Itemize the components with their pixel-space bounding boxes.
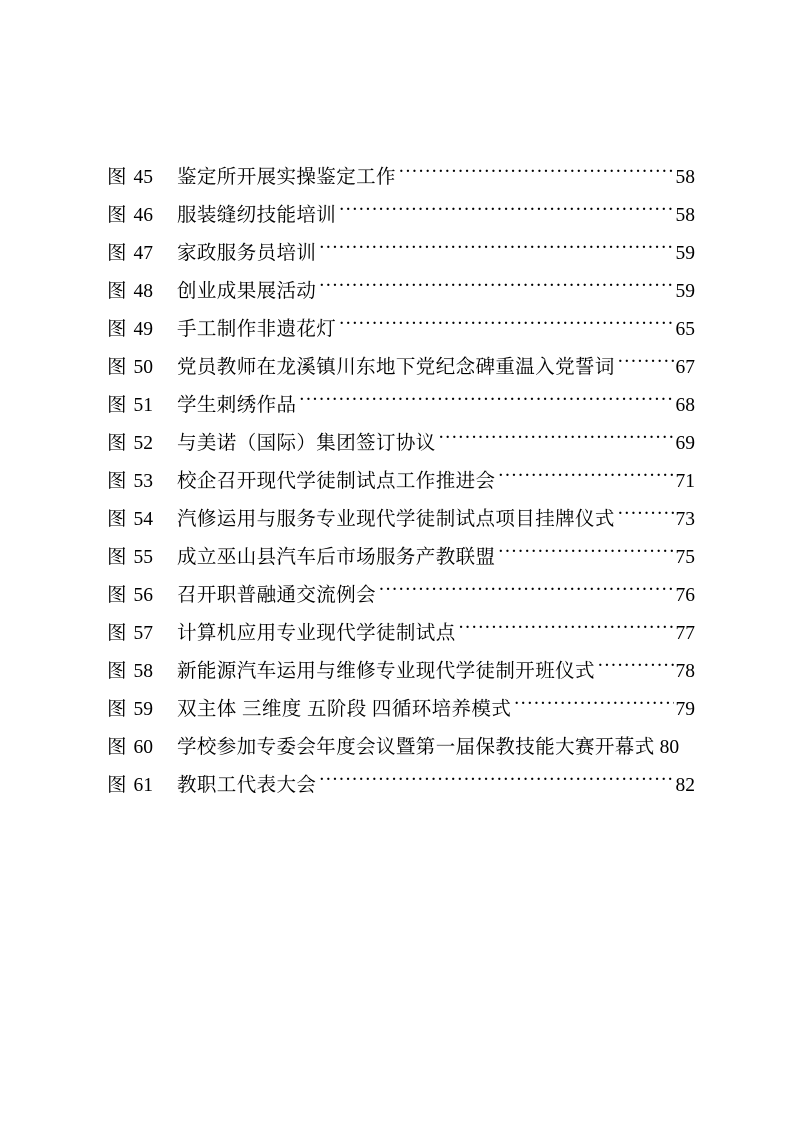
figure-caption: 召开职普融通交流例会 bbox=[177, 585, 377, 606]
figure-word: 图 bbox=[107, 737, 127, 758]
figure-label bbox=[107, 577, 177, 615]
figure-number: 47 bbox=[133, 243, 154, 264]
figure-number: 61 bbox=[133, 775, 154, 796]
figure-caption: 鉴定所开展实操鉴定工作 bbox=[177, 167, 396, 188]
figure-label bbox=[107, 767, 177, 805]
figure-number: 50 bbox=[133, 357, 154, 378]
figure-word: 图 bbox=[107, 509, 127, 530]
page-number: 58 bbox=[675, 167, 695, 188]
page-number: 82 bbox=[675, 775, 695, 796]
figure-word: 图 bbox=[107, 205, 127, 226]
figure-word: 图 bbox=[107, 585, 127, 606]
figure-word: 图 bbox=[107, 623, 127, 644]
figure-label bbox=[107, 273, 177, 311]
figure-number: 48 bbox=[133, 281, 154, 302]
figure-word: 图 bbox=[107, 661, 127, 682]
dot-leader bbox=[498, 525, 673, 563]
page-number: 68 bbox=[675, 395, 695, 416]
page-number: 80 bbox=[659, 737, 680, 758]
figure-label bbox=[107, 387, 177, 425]
figure-number: 52 bbox=[133, 433, 154, 454]
figure-number: 55 bbox=[133, 547, 154, 568]
figure-label bbox=[107, 311, 177, 349]
figure-label bbox=[107, 425, 177, 463]
figure-number: 46 bbox=[133, 205, 154, 226]
figure-number: 56 bbox=[133, 585, 154, 606]
figure-word: 图 bbox=[107, 357, 127, 378]
figure-caption: 党员教师在龙溪镇川东地下党纪念碑重温入党誓词 bbox=[177, 357, 615, 378]
dot-leader bbox=[618, 335, 674, 373]
dot-leader bbox=[399, 145, 674, 183]
dot-leader bbox=[339, 183, 673, 221]
figure-caption: 新能源汽车运用与维修专业现代学徒制开班仪式 bbox=[177, 661, 595, 682]
figure-label bbox=[107, 615, 177, 653]
list-of-figures bbox=[107, 145, 695, 796]
figure-caption: 家政服务员培训 bbox=[177, 243, 317, 264]
figure-number: 49 bbox=[133, 319, 154, 340]
page-number: 79 bbox=[675, 699, 695, 720]
figure-word: 图 bbox=[107, 395, 127, 416]
figure-caption: 校企召开现代学徒制试点工作推进会 bbox=[177, 471, 496, 492]
figure-caption: 双主体 三维度 五阶段 四循环培养模式 bbox=[177, 699, 512, 720]
page-number: 58 bbox=[675, 205, 695, 226]
page-number: 67 bbox=[675, 357, 695, 378]
figure-word: 图 bbox=[107, 281, 127, 302]
page-number: 71 bbox=[675, 471, 695, 492]
figure-word: 图 bbox=[107, 471, 127, 492]
dot-leader bbox=[339, 297, 673, 335]
figure-label bbox=[107, 691, 177, 729]
figure-caption: 成立巫山县汽车后市场服务产教联盟 bbox=[177, 547, 496, 568]
dot-leader bbox=[459, 601, 674, 639]
figure-number: 54 bbox=[133, 509, 154, 530]
figure-caption: 教职工代表大会 bbox=[177, 775, 317, 796]
page-number: 77 bbox=[675, 623, 695, 644]
figure-label bbox=[107, 501, 177, 539]
figure-label bbox=[107, 653, 177, 691]
dot-leader bbox=[319, 753, 673, 791]
page-number: 69 bbox=[675, 433, 695, 454]
figure-label bbox=[107, 349, 177, 387]
figure-number: 53 bbox=[133, 471, 154, 492]
dot-leader bbox=[498, 449, 673, 487]
figure-caption: 手工制作非遗花灯 bbox=[177, 319, 337, 340]
figure-word: 图 bbox=[107, 699, 127, 720]
figure-number: 58 bbox=[133, 661, 154, 682]
figure-word: 图 bbox=[107, 243, 127, 264]
figure-number: 60 bbox=[133, 737, 154, 758]
figure-word: 图 bbox=[107, 167, 127, 188]
list-of-figures-entry bbox=[107, 145, 695, 188]
figure-caption: 服装缝纫技能培训 bbox=[177, 205, 337, 226]
dot-leader bbox=[379, 563, 673, 601]
figure-label bbox=[107, 729, 177, 767]
page-number: 75 bbox=[675, 547, 695, 568]
figure-caption: 学生刺绣作品 bbox=[177, 395, 297, 416]
figure-caption: 学校参加专委会年度会议暨第一届保教技能大赛开幕式 bbox=[177, 737, 655, 758]
page-number: 65 bbox=[675, 319, 695, 340]
dot-leader bbox=[514, 677, 673, 715]
page-number: 73 bbox=[675, 509, 695, 530]
dot-leader bbox=[439, 411, 674, 449]
figure-number: 59 bbox=[133, 699, 154, 720]
dot-leader bbox=[598, 639, 674, 677]
figure-label bbox=[107, 463, 177, 501]
page-number: 76 bbox=[675, 585, 695, 606]
page-number: 59 bbox=[675, 243, 695, 264]
figure-caption: 汽修运用与服务专业现代学徒制试点项目挂牌仪式 bbox=[177, 509, 615, 530]
page-number: 78 bbox=[675, 661, 695, 682]
figure-word: 图 bbox=[107, 433, 127, 454]
figure-caption: 计算机应用专业现代学徒制试点 bbox=[177, 623, 456, 644]
figure-word: 图 bbox=[107, 319, 127, 340]
dot-leader bbox=[299, 373, 673, 411]
dot-leader bbox=[319, 221, 673, 259]
figure-label bbox=[107, 235, 177, 273]
figure-number: 51 bbox=[133, 395, 154, 416]
figure-word: 图 bbox=[107, 775, 127, 796]
figure-caption: 创业成果展活动 bbox=[177, 281, 317, 302]
dot-leader bbox=[319, 259, 673, 297]
figure-label bbox=[107, 197, 177, 235]
figure-number: 57 bbox=[133, 623, 154, 644]
figure-number: 45 bbox=[133, 167, 154, 188]
figure-label bbox=[107, 159, 177, 197]
page-number: 59 bbox=[675, 281, 695, 302]
figure-label bbox=[107, 539, 177, 577]
figure-word: 图 bbox=[107, 547, 127, 568]
dot-leader bbox=[618, 487, 674, 525]
figure-caption: 与美诺（国际）集团签订协议 bbox=[177, 433, 436, 454]
